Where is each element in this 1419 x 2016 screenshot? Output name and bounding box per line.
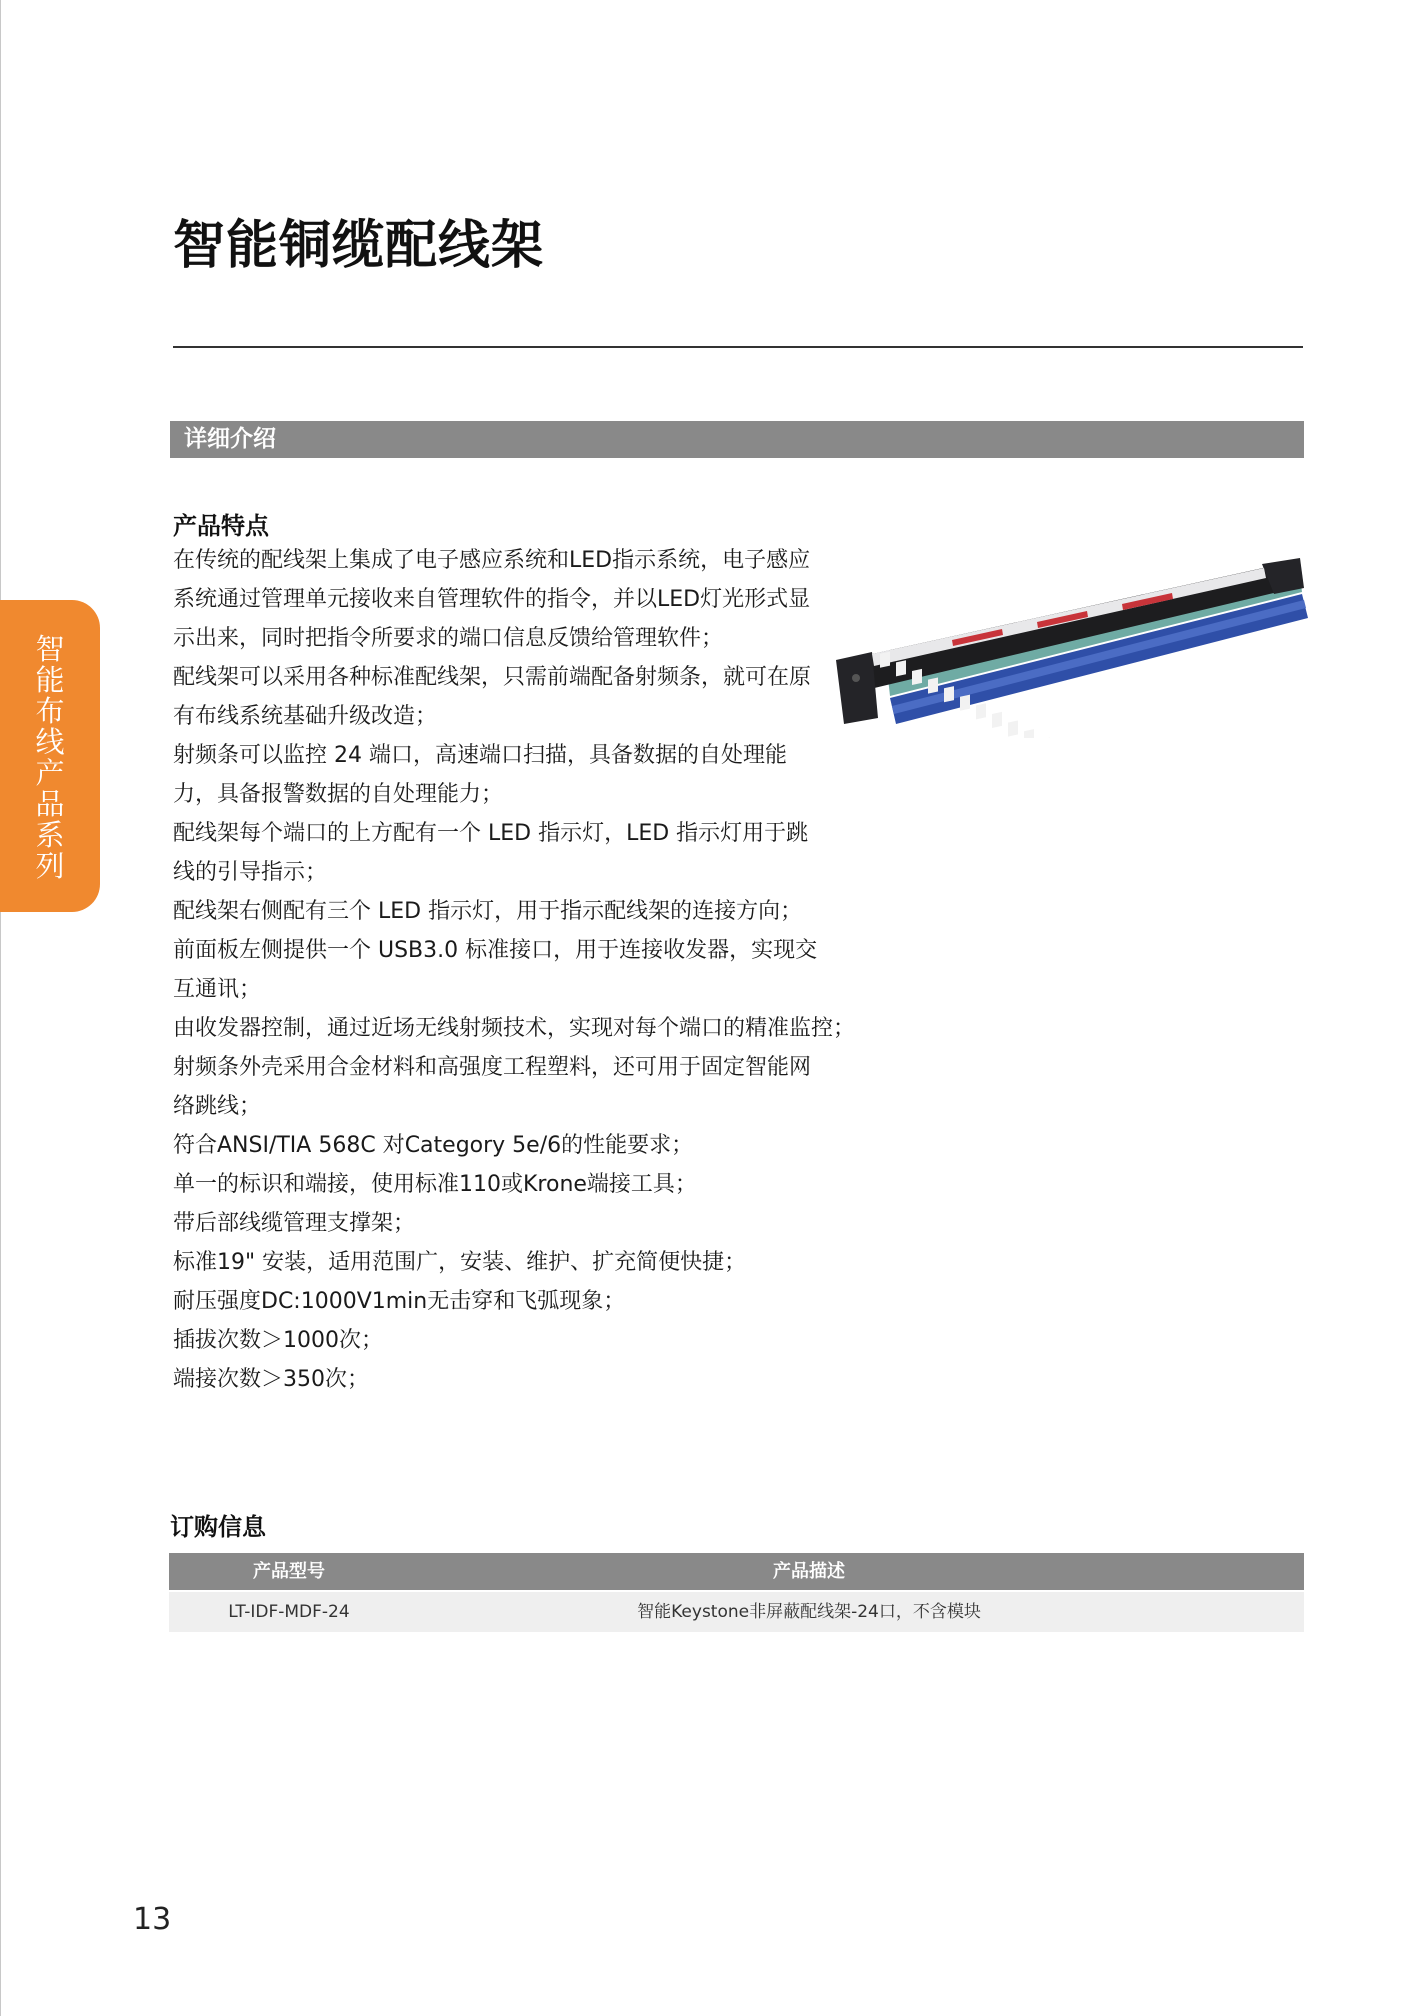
feature-line: 有布线系统基础升级改造； <box>173 704 438 729</box>
side-tab-label: 智能布线产品系列 <box>35 632 65 883</box>
feature-line: 射频条外壳采用合金材料和高强度工程塑料，还可用于固定智能网 <box>173 1055 812 1080</box>
title-divider <box>173 346 1303 348</box>
cell-model: LT-IDF-MDF-24 <box>228 1602 350 1622</box>
page-number: 13 <box>133 1902 172 1937</box>
feature-line: 力，具备报警数据的自处理能力； <box>173 782 504 807</box>
column-header-model: 产品型号 <box>253 1561 325 1582</box>
feature-line: 单一的标识和端接，使用标准110或Krone端接工具； <box>173 1172 697 1197</box>
feature-line: 系统通过管理单元接收来自管理软件的指令，并以LED灯光形式显 <box>173 587 811 612</box>
feature-line: 射频条可以监控 24 端口，高速端口扫描，具备数据的自处理能 <box>173 743 787 768</box>
features-heading: 产品特点 <box>173 512 269 540</box>
feature-line: 插拔次数＞1000次； <box>173 1328 383 1353</box>
feature-line: 标准19" 安装，适用范围广，安装、维护、扩充简便快捷； <box>173 1250 747 1275</box>
ordering-table <box>169 1553 1304 1632</box>
feature-line: 前面板左侧提供一个 USB3.0 标准接口，用于连接收发器，实现交 <box>173 938 818 963</box>
feature-line: 在传统的配线架上集成了电子感应系统和LED指示系统，电子感应 <box>173 548 811 573</box>
feature-line: 配线架右侧配有三个 LED 指示灯，用于指示配线架的连接方向； <box>173 899 803 924</box>
feature-line: 络跳线； <box>173 1094 262 1119</box>
ordering-heading: 订购信息 <box>170 1513 266 1541</box>
page-edge <box>0 0 1 2016</box>
column-header-description: 产品描述 <box>773 1561 845 1582</box>
table-header-row <box>169 1553 1304 1590</box>
feature-line: 配线架每个端口的上方配有一个 LED 指示灯，LED 指示灯用于跳 <box>173 821 809 846</box>
feature-line: 端接次数＞350次； <box>173 1367 369 1392</box>
feature-line: 耐压强度DC:1000V1min无击穿和飞弧现象； <box>173 1289 626 1314</box>
page-title: 智能铜缆配线架 <box>173 216 545 276</box>
feature-line: 线的引导指示； <box>173 860 328 885</box>
feature-line: 符合ANSI/TIA 568C 对Category 5e/6的性能要求； <box>173 1133 694 1158</box>
cell-description: 智能Keystone非屏蔽配线架-24口，不含模块 <box>637 1602 981 1622</box>
features-list <box>173 541 856 1399</box>
feature-line: 由收发器控制，通过近场无线射频技术，实现对每个端口的精准监控； <box>173 1016 856 1041</box>
patch-panel-image <box>832 548 1312 738</box>
feature-line: 示出来，同时把指令所要求的端口信息反馈给管理软件； <box>173 626 724 651</box>
table-row <box>169 1590 1304 1632</box>
feature-line: 带后部线缆管理支撑架； <box>173 1211 416 1236</box>
feature-line: 互通讯； <box>173 977 262 1002</box>
side-tab <box>0 600 100 912</box>
section-bar-details: 详细介绍 <box>170 421 1304 458</box>
feature-line: 配线架可以采用各种标准配线架，只需前端配备射频条，就可在原 <box>173 665 812 690</box>
